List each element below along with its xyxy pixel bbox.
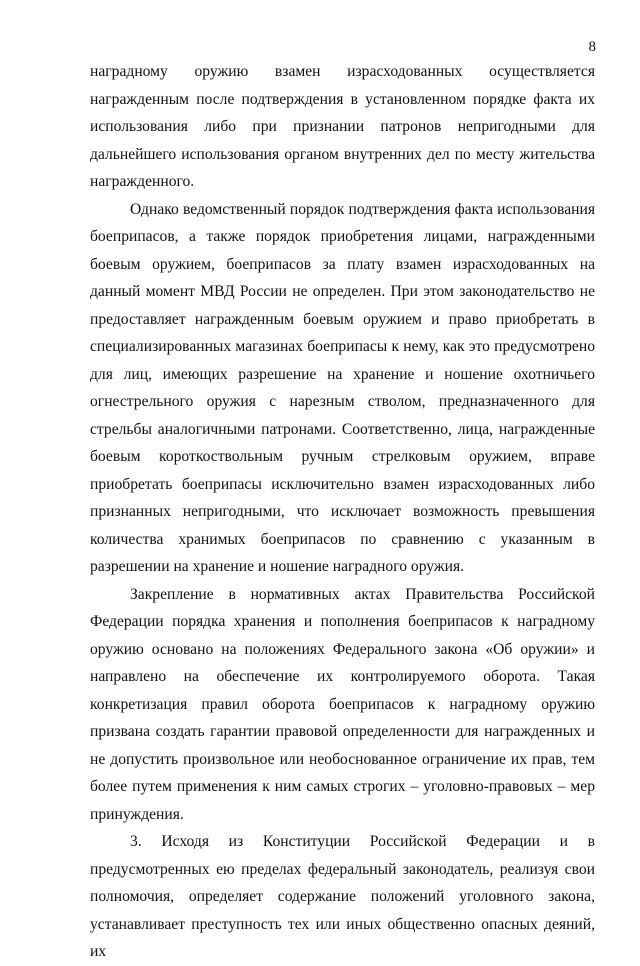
paragraph-ammunition-procedure: Однако ведомственный порядок подтверждения факта использования боеприпасов, а также порядок приобретения лицами, награжденными боевым оружием, боеприпасов за плату взамен израсходованных на данный момент МВД России не определен. При этом законодательство не предоставляет награжденным боевым оружием и право приобретать в специализированных магазинах боеприпасы к нему, как это предусмотрено для лиц, имеющих разрешение на хранение и ношение охотничьего огнестрельного оружия с нарезным стволом, предназначенного для стрельбы аналогичными патронами. Соответственно, лица, награжденные боевым короткоствольным ручным стрелковым оружием, вправе приобретать боеприпасы исключительно взамен израсходованных либо признанных непригодными, что исключает возможность превышения количества хранимых боеприпасов по сравнению с указанным в разрешении на хранение и ношение наградного оружия. (90, 200, 595, 575)
paragraph-point-3: 3. Исходя из Конституции Российской Федерации и в предусмотренных ею пределах федеральный законодатель, реализуя свои полномочия, определяет содержание положений уголовного закона, устанавливает преступность тех или иных общественно опасных деяний, их (90, 833, 595, 960)
paragraph-government-regulation: Закрепление в нормативных актах Правительства Российской Федерации порядка хранения и пополнения боеприпасов к наградному оружию основано на положениях Федерального закона «Об оружии» и направлено на обеспечение их контролируемого оборота. Такая конкретизация правил оборота боеприпасов к наградному оружию призвана создать гарантии правовой определенности для награжденных и не допустить произвольное или необоснованное ограничение их прав, тем более путем применения к ним самых строгих – уголовно-правовых – мер принуждения. (90, 585, 595, 823)
paragraph-continuation: наградному оружию взамен израсходованных осуществляется награжденным после подтверждения в установленном порядке факта их использования либо при признании патронов непригодными для дальнейшего использования органом внутренних дел по месту жительства награжденного. (90, 63, 595, 190)
document-body (90, 58, 595, 966)
page-number: 8 (588, 39, 596, 55)
